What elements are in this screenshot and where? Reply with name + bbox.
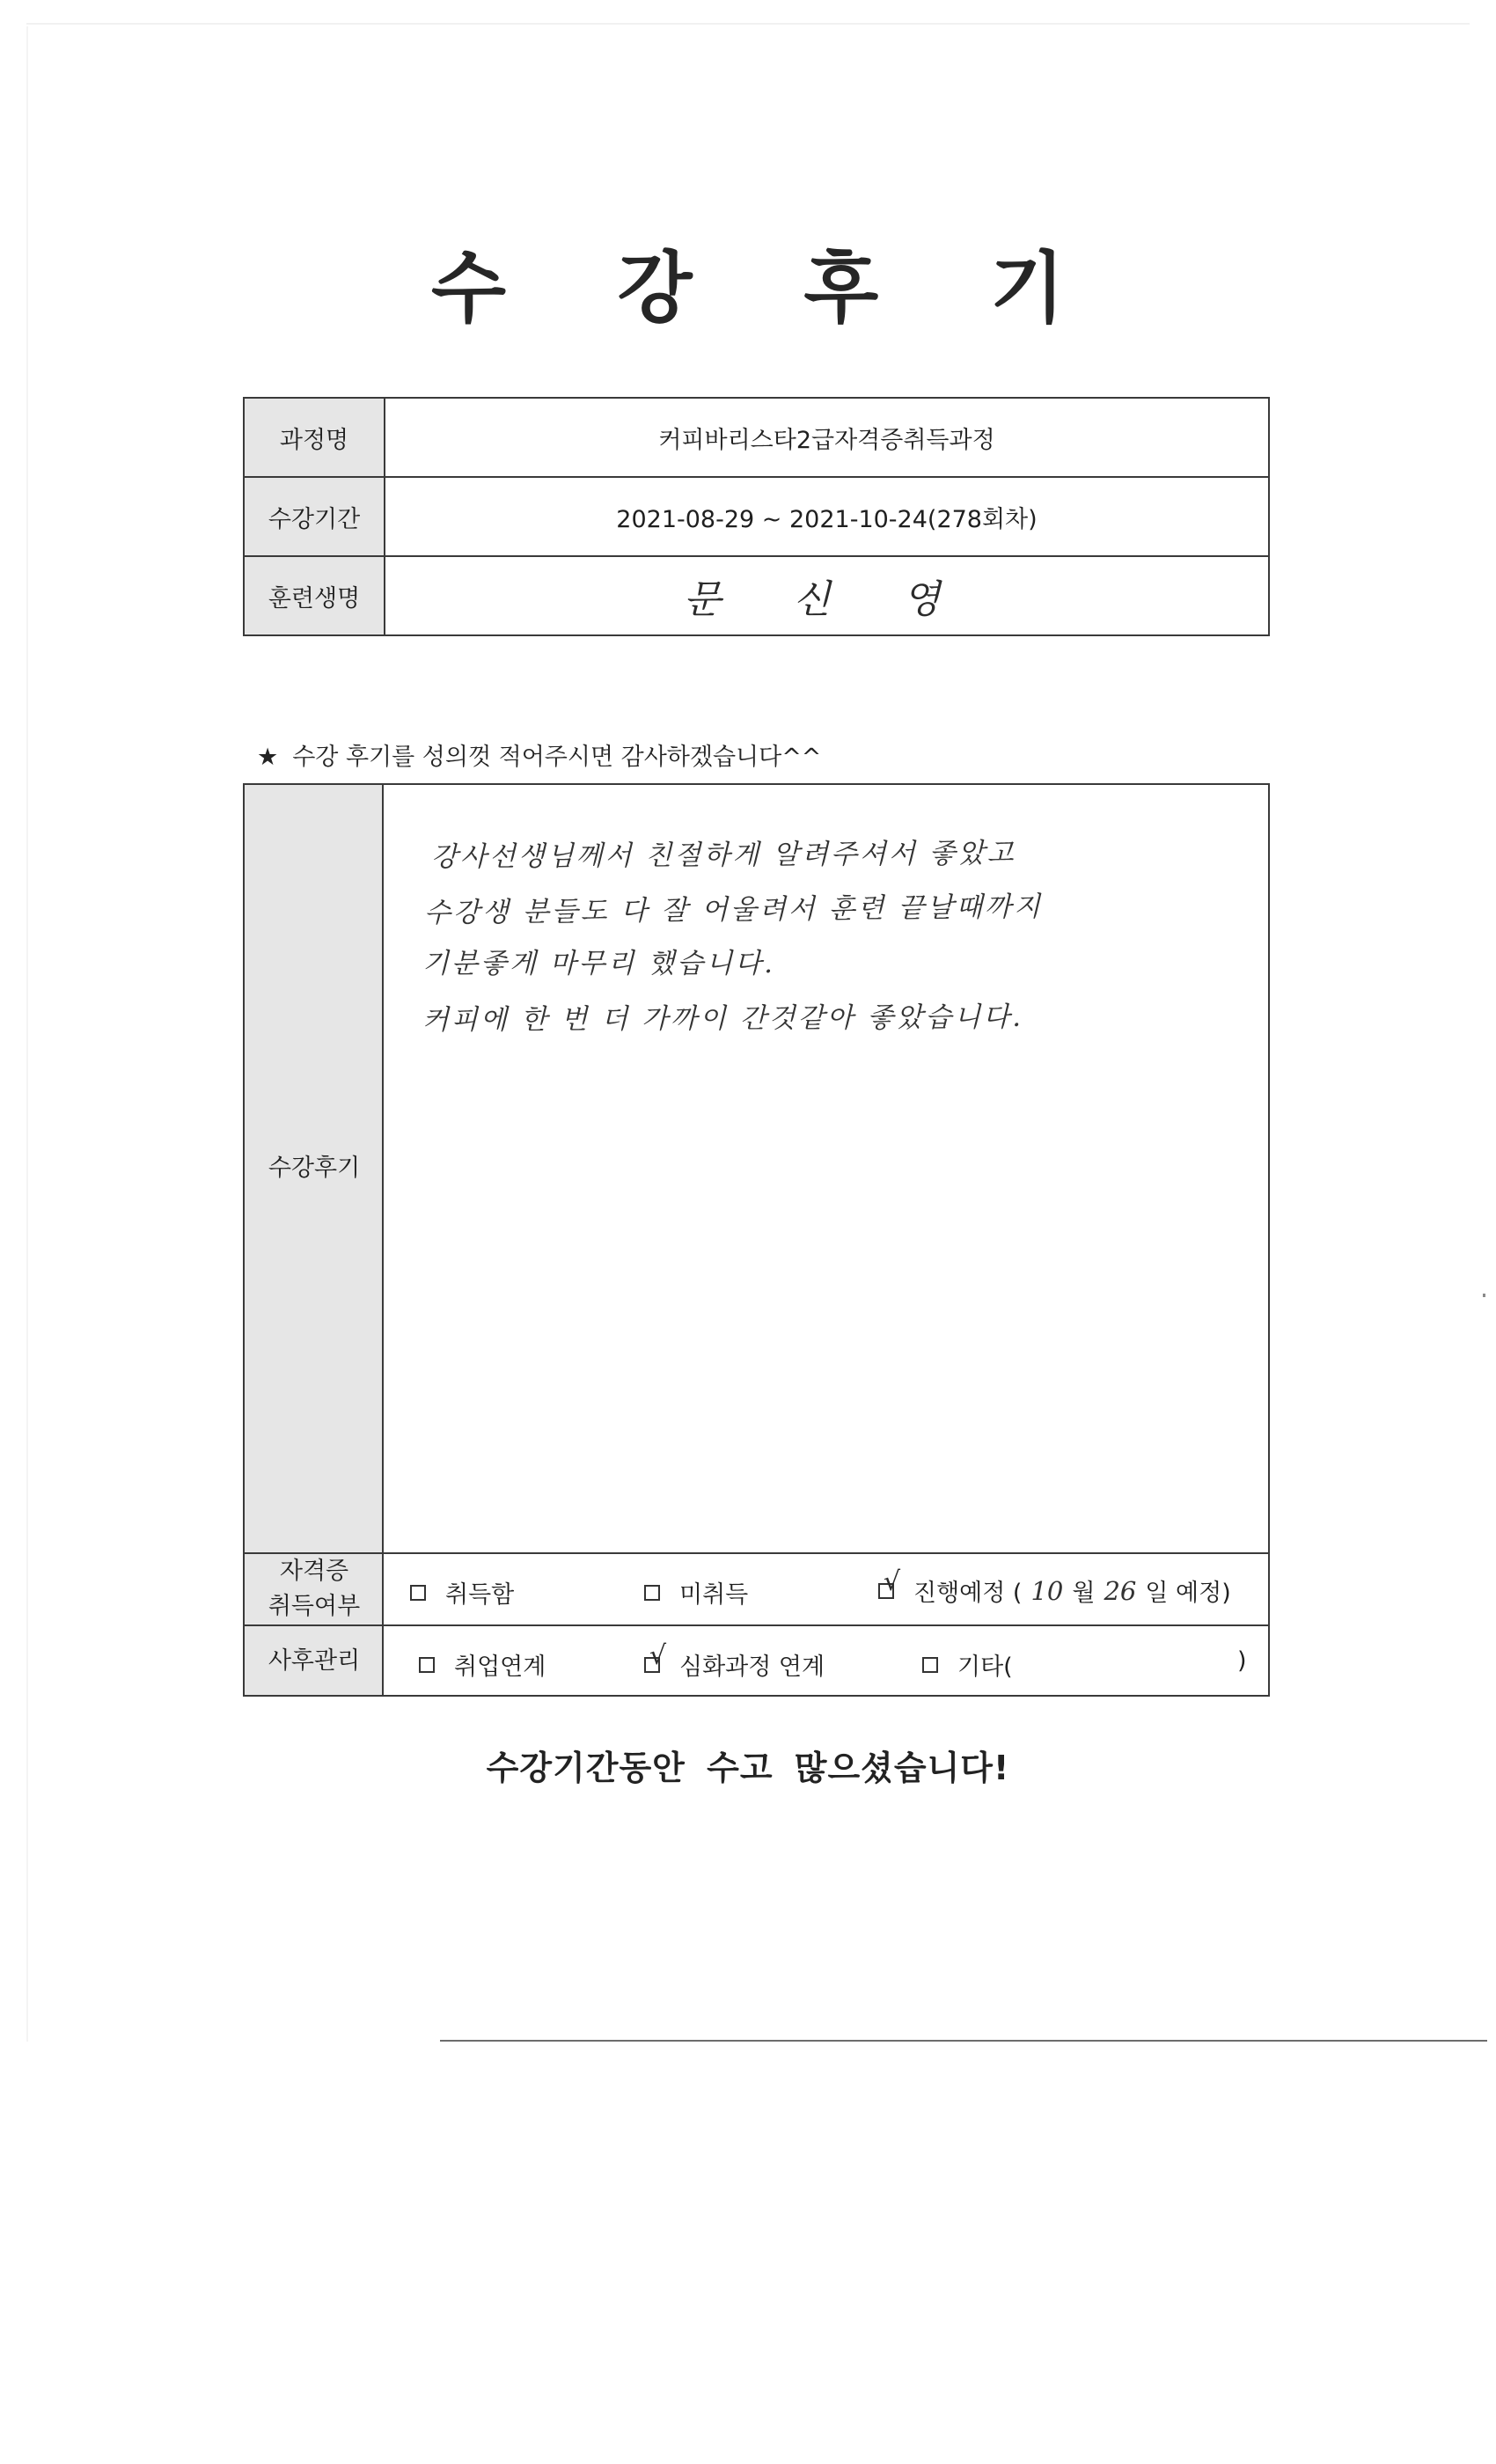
notice-text: [257, 737, 821, 772]
checkbox-not-acquired[interactable]: [644, 1585, 660, 1601]
scheduled-month-handwritten: 10: [1030, 1575, 1064, 1606]
period-label: 수강기간: [244, 477, 385, 556]
option-advanced-course-label: 심화과정 연계: [679, 1654, 825, 1681]
option-scheduled-label: 진행예정 (: [913, 1580, 1023, 1607]
trainee-name-cell: [385, 556, 1269, 635]
option-other-label: 기타(: [957, 1654, 1013, 1681]
course-value: 커피바리스타2급자격증취득과정: [385, 398, 1269, 477]
option-other[interactable]: [922, 1647, 1013, 1682]
review-form: [243, 783, 1270, 1697]
review-line: 커피에 한 번 더 가까이 간것같아 좋았습니다.: [422, 1001, 1024, 1037]
course-label: 과정명: [244, 398, 385, 477]
checkbox-employment[interactable]: [419, 1657, 435, 1673]
review-label: 수강후기: [268, 1155, 361, 1182]
day-unit: 일 예정): [1145, 1580, 1231, 1607]
option-not-acquired[interactable]: [644, 1575, 748, 1610]
closing-message: 수강기간동안 수고 많으셨습니다!: [486, 1749, 1010, 1787]
aftercare-row: [245, 1626, 1268, 1698]
document-title: 수 강 후 기: [431, 243, 1107, 334]
checkbox-other[interactable]: [922, 1657, 938, 1673]
check-mark-icon: √: [649, 1639, 667, 1671]
scan-speck: [1483, 1294, 1485, 1297]
star-icon: ★: [257, 744, 279, 771]
certificate-row: [245, 1554, 1268, 1626]
option-acquired-label: 취득함: [445, 1581, 515, 1609]
course-row: [244, 398, 1269, 477]
scan-bottom-edge: [440, 2040, 1487, 2042]
scheduled-day-handwritten: 26: [1104, 1575, 1137, 1606]
trainee-name-handwritten: 문 신 영: [683, 577, 971, 622]
checkbox-advanced-course-checked[interactable]: [644, 1639, 667, 1673]
option-acquired[interactable]: [410, 1575, 514, 1610]
review-line: 강사선생님께서 친절하게 알려주셔서 좋았고: [430, 837, 1016, 874]
trainee-label: 훈련생명: [244, 556, 385, 635]
aftercare-label: 사후관리: [268, 1647, 361, 1675]
review-row: [245, 785, 1268, 1554]
review-handwriting: [422, 827, 1223, 1045]
certificate-label: [245, 1554, 384, 1624]
month-unit: 월: [1072, 1580, 1096, 1607]
other-close-paren: ): [1237, 1647, 1247, 1675]
option-scheduled[interactable]: [878, 1566, 1231, 1608]
review-line: 기분좋게 마무리 했습니다.: [422, 948, 775, 979]
review-line: 수강생 분들도 다 잘 어울려서 훈련 끝날때까지: [423, 891, 1044, 929]
option-employment-label: 취업연계: [454, 1654, 546, 1681]
option-not-acquired-label: 미취득: [679, 1581, 749, 1609]
notice-message: 수강 후기를 성의껏 적어주시면 감사하겠습니다^^: [292, 744, 822, 771]
certificate-label-line1: 자격증: [279, 1558, 349, 1585]
option-advanced-course[interactable]: [644, 1639, 825, 1682]
period-value: 2021-08-29 ~ 2021-10-24(278회차): [385, 477, 1269, 556]
option-employment[interactable]: [419, 1647, 546, 1682]
checkbox-scheduled-checked[interactable]: [878, 1566, 901, 1599]
checkbox-acquired[interactable]: [410, 1585, 426, 1601]
check-mark-icon: √: [884, 1566, 901, 1597]
scan-top-edge: [26, 23, 1470, 25]
course-info-table: [243, 397, 1270, 636]
trainee-row: [244, 556, 1269, 635]
period-row: [244, 477, 1269, 556]
certificate-label-line2: 취득여부: [268, 1593, 361, 1620]
